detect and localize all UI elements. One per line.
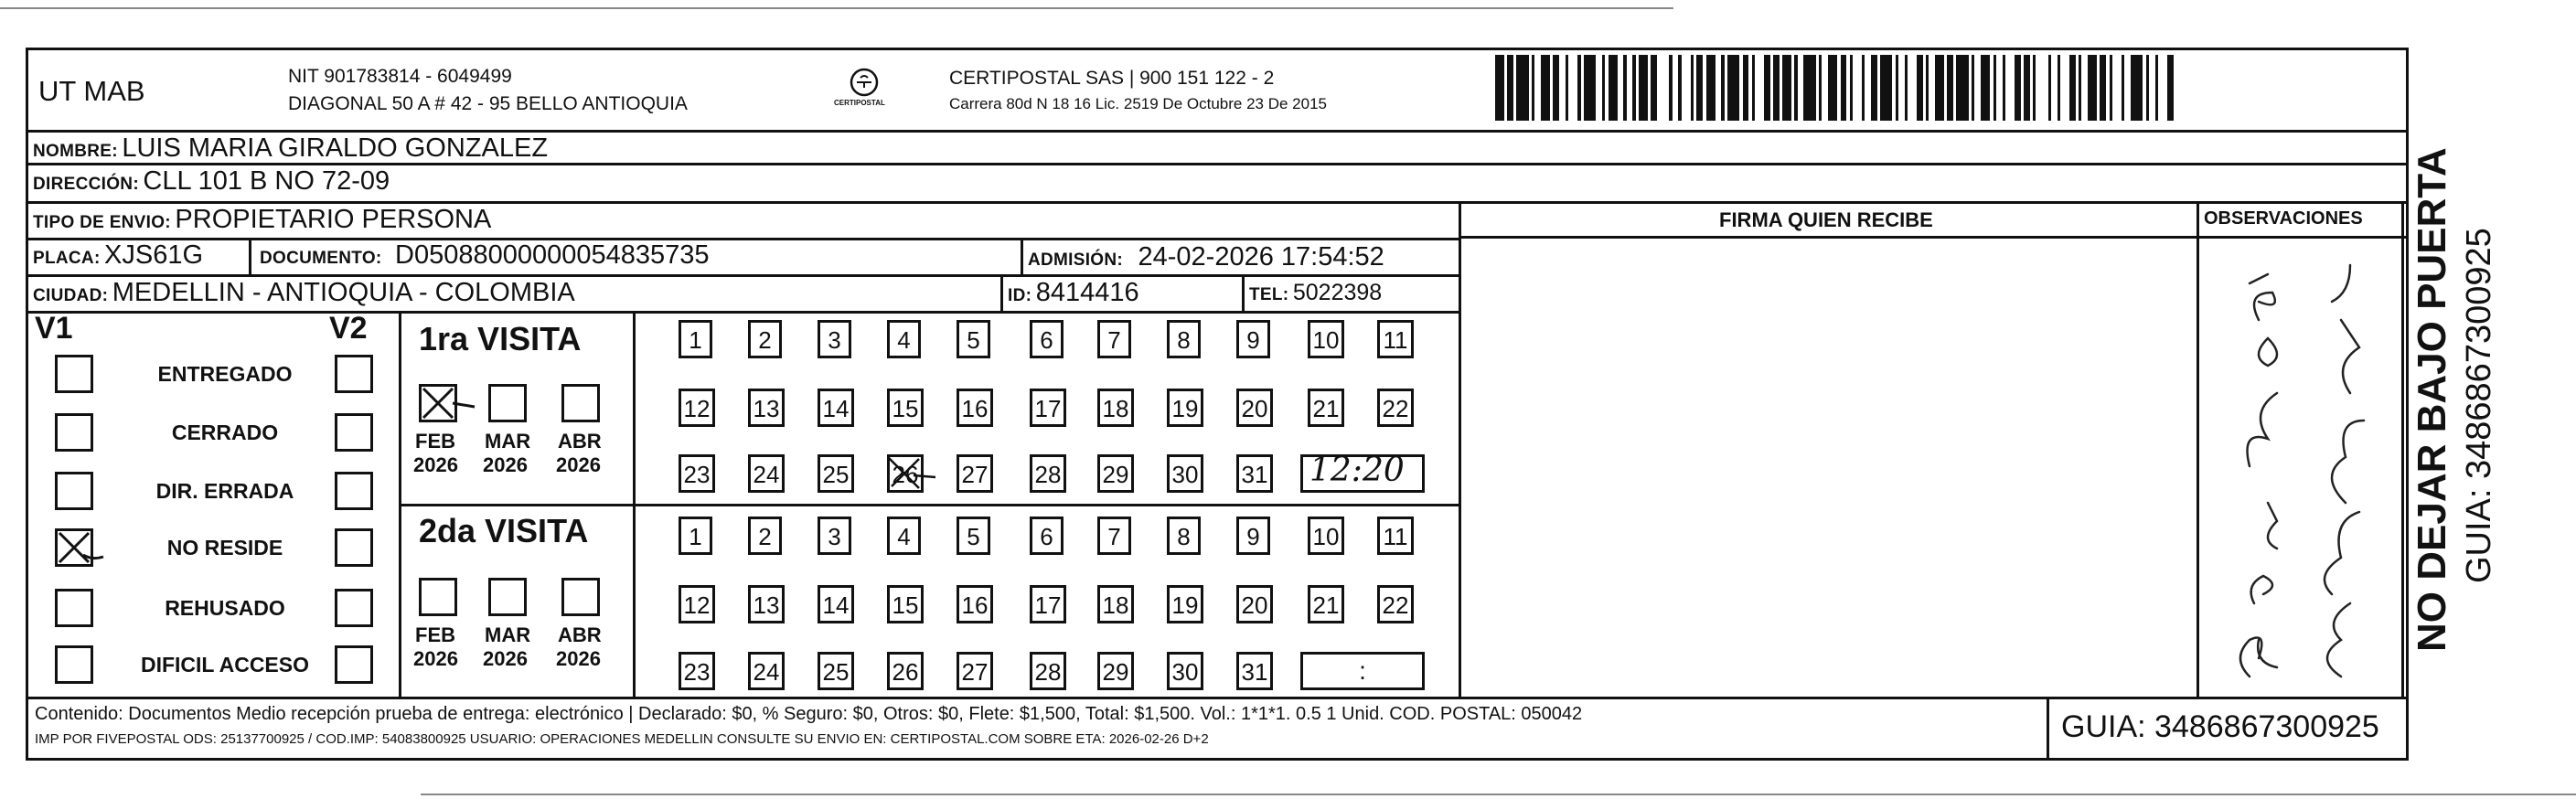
barcode-bar	[1721, 55, 1724, 121]
month-label: ABR	[558, 623, 602, 646]
v1-checkbox-no-reside[interactable]	[55, 528, 93, 567]
second-visit-day-12[interactable]: 12	[679, 585, 715, 623]
barcode-bar	[1850, 55, 1853, 121]
tipo-envio-row	[33, 205, 491, 235]
barcode-bar	[2155, 55, 2158, 121]
second-visit-month-checkbox-mar[interactable]	[488, 578, 527, 616]
id-divider	[1000, 274, 1003, 311]
first-visit-day-26[interactable]: 26	[887, 454, 924, 493]
reason-label: DIR. ERRADA	[155, 479, 294, 503]
barcode-bar	[2167, 55, 2174, 121]
second-visit-day-17[interactable]: 17	[1030, 585, 1066, 623]
barcode-bar	[1880, 55, 1892, 121]
barcode-bar	[1651, 55, 1657, 121]
first-visit-day-19[interactable]: 19	[1167, 389, 1203, 427]
ciudad-row	[33, 278, 575, 308]
barcode-bar	[1609, 55, 1618, 121]
placa-row	[33, 240, 203, 271]
handwritten-observation	[2213, 247, 2387, 686]
reason-label: CERRADO	[171, 421, 279, 444]
v1-checkbox-cerrado[interactable]	[55, 413, 93, 452]
barcode-bar	[2100, 55, 2106, 121]
company-nit: NIT 901783814 - 6049499	[288, 66, 512, 87]
barcode-bar	[1981, 55, 1990, 121]
id-value: 8414416	[1035, 278, 1139, 307]
footer-guia: GUIA: 3486867300925	[2061, 709, 2379, 744]
first-visit-month-checkbox-abr[interactable]	[561, 384, 600, 422]
second-visit-day-6[interactable]: 6	[1030, 517, 1064, 555]
reason-label: NO RESIDE	[166, 536, 283, 559]
certipostal-logo	[834, 66, 892, 112]
year-label: 2026	[413, 453, 458, 476]
barcode-bar	[1752, 55, 1755, 121]
first-visit-title: 1ra VISITA	[419, 320, 582, 357]
second-visit-day-5[interactable]: 5	[957, 517, 990, 555]
barcode-bar	[1553, 55, 1559, 121]
observaciones-header: OBSERVACIONES	[2204, 208, 2363, 229]
year-label: 2026	[413, 647, 458, 670]
barcode-bar	[1803, 55, 1815, 121]
barcode-bar	[2003, 55, 2005, 121]
first-visit-day-17[interactable]: 17	[1030, 389, 1066, 427]
barcode-bar	[1926, 55, 1929, 121]
v1-header: V1	[35, 311, 73, 346]
second-visit-day-16[interactable]: 16	[957, 585, 993, 623]
firma-header-line	[1459, 236, 2409, 239]
barcode-bar	[1819, 55, 1822, 121]
v2-checkbox-entregado[interactable]	[335, 355, 373, 393]
barcode-bar	[1773, 55, 1780, 121]
second-visit-day-3[interactable]: 3	[818, 517, 851, 555]
barcode-bar	[1871, 55, 1877, 121]
barcode-bar	[1495, 55, 1504, 121]
second-visit-day-31[interactable]: 31	[1236, 652, 1273, 690]
first-visit-day-8[interactable]: 8	[1167, 320, 1201, 358]
month-label: MAR	[485, 430, 531, 453]
nombre-value: LUIS MARIA GIRALDO GONZALEZ	[122, 133, 549, 163]
barcode-bar	[1905, 55, 1908, 121]
first-visit-day-20[interactable]: 20	[1236, 389, 1273, 427]
barcode-bar	[1566, 55, 1568, 121]
barcode-bar	[2033, 55, 2036, 121]
barcode-bar	[1828, 55, 1837, 121]
v1-checkbox-entregado[interactable]	[55, 355, 93, 393]
barcode-bar	[1696, 55, 1703, 121]
no-dejar-bajo-puerta: NO DEJAR BAJO PUERTA	[2410, 147, 2454, 652]
firma-header: FIRMA QUIEN RECIBE	[1719, 208, 1933, 231]
documento-label: DOCUMENTO:	[260, 249, 382, 268]
row-line-4	[26, 238, 1461, 240]
barcode	[1495, 55, 2176, 121]
second-visit-day-24[interactable]: 24	[748, 652, 785, 690]
barcode-bar	[2088, 55, 2097, 121]
second-visit-day-15[interactable]: 15	[887, 585, 924, 623]
reason-label: DIFICIL ACCESO	[140, 653, 309, 676]
first-visit-day-13[interactable]: 13	[748, 389, 785, 427]
observaciones-column-right	[2401, 201, 2404, 697]
year-label: 2026	[556, 647, 601, 670]
second-visit-month-checkbox-feb[interactable]	[419, 578, 457, 616]
second-visit-day-14[interactable]: 14	[818, 585, 854, 623]
courier-line1: CERTIPOSTAL SAS | 900 151 122 - 2	[949, 68, 1275, 89]
barcode-bar	[1841, 55, 1847, 121]
nombre-label: NOMBRE:	[33, 142, 118, 161]
first-visit-day-16[interactable]: 16	[957, 389, 993, 427]
barcode-bar	[1782, 55, 1791, 121]
barcode-bar	[1706, 55, 1716, 121]
company-name: UT MAB	[38, 75, 145, 107]
second-visit-day-4[interactable]: 4	[887, 517, 921, 555]
admision-value: 24-02-2026 17:54:52	[1138, 242, 1384, 272]
barcode-bar	[2146, 55, 2149, 121]
footer-line	[26, 697, 2409, 699]
placa-value: XJS61G	[104, 240, 204, 270]
footer-imp: IMP POR FIVEPOSTAL ODS: 25137700925 / COD.IMP: 54083800925 USUARIO: OPERACIONES MEDELLIN CONSULTE SU ENVIO EN: CERTIPOSTAL.COM SOBRE ETA: 2026-02-26 D+2	[35, 731, 1209, 747]
barcode-bar	[2024, 55, 2030, 121]
second-visit-day-1[interactable]: 1	[679, 517, 712, 555]
first-visit-day-21[interactable]: 21	[1308, 389, 1344, 427]
second-visit-day-10[interactable]: 10	[1308, 517, 1344, 555]
barcode-bar	[1947, 55, 1953, 121]
tel-label: TEL:	[1249, 285, 1289, 304]
barcode-bar	[1532, 55, 1534, 121]
barcode-bar	[1623, 55, 1626, 121]
barcode-bar	[2015, 55, 2021, 121]
row-line-6	[26, 311, 1461, 314]
scan-edge-top	[0, 7, 1673, 9]
placa-divider	[249, 238, 251, 274]
documento-value: D05088000000054835735	[395, 240, 710, 270]
month-label: FEB	[415, 430, 455, 453]
second-visit-day-13[interactable]: 13	[748, 585, 785, 623]
second-visit-day-23[interactable]: 23	[679, 652, 715, 690]
barcode-bar	[1632, 55, 1635, 121]
row-line-2	[26, 163, 2409, 165]
row-line-3	[26, 201, 2409, 204]
first-visit-day-24[interactable]: 24	[748, 454, 785, 493]
v2-checkbox-cerrado[interactable]	[335, 413, 373, 452]
first-visit-day-4[interactable]: 4	[887, 320, 921, 358]
year-label: 2026	[483, 453, 528, 476]
first-visit-day-22[interactable]: 22	[1377, 389, 1414, 427]
direccion-label: DIRECCIÓN:	[33, 175, 139, 194]
first-visit-day-31[interactable]: 31	[1236, 454, 1273, 493]
first-visit-day-30[interactable]: 30	[1167, 454, 1203, 493]
nombre-row	[33, 133, 548, 164]
side-guia: GUIA: 3486867300925	[2460, 228, 2498, 583]
barcode-bar	[1862, 55, 1865, 121]
barcode-bar	[1743, 55, 1749, 121]
second-visit-day-9[interactable]: 9	[1236, 517, 1270, 555]
second-visit-day-25[interactable]: 25	[818, 652, 854, 690]
observaciones-column-left	[2197, 201, 2199, 697]
barcode-bar	[1794, 55, 1797, 121]
first-visit-day-2[interactable]: 2	[748, 320, 782, 358]
logo-text: CERTIPOSTAL	[834, 99, 885, 107]
second-visit-day-21[interactable]: 21	[1308, 585, 1344, 623]
v2-header: V2	[329, 311, 368, 346]
first-visit-time-handwritten: 12:20	[1309, 452, 1405, 489]
barcode-bar	[1507, 55, 1513, 121]
company-address: DIAGONAL 50 A # 42 - 95 BELLO ANTIOQUIA	[288, 93, 688, 114]
barcode-bar	[1764, 55, 1770, 121]
first-visit-day-14[interactable]: 14	[818, 389, 854, 427]
second-visit-day-22[interactable]: 22	[1377, 585, 1414, 623]
row-line-5	[26, 274, 1461, 277]
second-visit-day-2[interactable]: 2	[748, 517, 782, 555]
barcode-bar	[1678, 55, 1681, 121]
barcode-bar	[2048, 55, 2051, 121]
v2-checkbox-dificil-acceso[interactable]	[335, 645, 373, 684]
barcode-bar	[2122, 55, 2124, 121]
barcode-bar	[1972, 55, 1974, 121]
second-visit-day-11[interactable]: 11	[1377, 517, 1414, 555]
second-visit-day-18[interactable]: 18	[1097, 585, 1134, 623]
barcode-bar	[2069, 55, 2076, 121]
footer-contenido: Contenido: Documentos Medio recepción prueba de entrega: electrónico | Declarado: $0, % Seguro: $0, Otros: $0, Flete: $1,500, Total: $1,500. Vol.: 1*1*1. 0.5 1 Unid. COD. POSTAL: 050042	[35, 704, 1583, 724]
admision-label: ADMISIÓN:	[1028, 250, 1124, 270]
year-label: 2026	[483, 647, 528, 670]
barcode-bar	[1516, 55, 1528, 121]
barcode-bar	[1639, 55, 1648, 121]
first-visit-day-5[interactable]: 5	[957, 320, 990, 358]
reason-label: ENTREGADO	[157, 362, 293, 386]
month-label: MAR	[485, 623, 531, 646]
v1-checkbox-rehusado[interactable]	[55, 589, 93, 627]
first-visit-day-15[interactable]: 15	[887, 389, 924, 427]
tel-row	[1249, 280, 1382, 306]
tipo-envio-label: TIPO DE ENVIO:	[33, 213, 171, 232]
barcode-bar	[1896, 55, 1898, 121]
first-visit-day-10[interactable]: 10	[1308, 320, 1344, 358]
first-visit-day-7[interactable]: 7	[1097, 320, 1131, 358]
firma-column-left	[1459, 201, 1461, 697]
barcode-bar	[1727, 55, 1739, 121]
documento-row	[260, 240, 710, 271]
first-visit-day-3[interactable]: 3	[818, 320, 851, 358]
second-visit-day-8[interactable]: 8	[1167, 517, 1201, 555]
first-visit-day-9[interactable]: 9	[1236, 320, 1270, 358]
year-label: 2026	[556, 453, 601, 476]
second-visit-day-26[interactable]: 26	[887, 652, 924, 690]
second-visit-day-27[interactable]: 27	[957, 652, 993, 690]
second-visit-day-19[interactable]: 19	[1167, 585, 1203, 623]
second-visit-time-placeholder: :	[1359, 656, 1366, 685]
barcode-bar	[2079, 55, 2081, 121]
reason-label: REHUSADO	[165, 596, 285, 620]
second-visit-month-checkbox-abr[interactable]	[561, 578, 600, 616]
second-visit-title: 2da VISITA	[419, 512, 589, 549]
second-visit-day-28[interactable]: 28	[1030, 652, 1066, 690]
v2-checkbox-rehusado[interactable]	[335, 589, 373, 627]
v1-checkbox-dir-errada[interactable]	[55, 472, 93, 510]
barcode-bar	[1541, 55, 1550, 121]
first-visit-month-checkbox-mar[interactable]	[488, 384, 527, 422]
first-visit-day-25[interactable]: 25	[818, 454, 854, 493]
barcode-bar	[2131, 55, 2143, 121]
first-visit-day-23[interactable]: 23	[679, 454, 715, 493]
second-visit-day-29[interactable]: 29	[1097, 652, 1134, 690]
first-visit-day-29[interactable]: 29	[1097, 454, 1134, 493]
v2-checkbox-dir-errada[interactable]	[335, 472, 373, 510]
barcode-bar	[1935, 55, 1944, 121]
barcode-bar	[1917, 55, 1923, 121]
first-visit-month-checkbox-feb[interactable]	[419, 384, 457, 422]
first-visit-day-18[interactable]: 18	[1097, 389, 1134, 427]
id-label: ID:	[1008, 286, 1032, 305]
scan-edge-bottom	[421, 794, 2576, 795]
first-visit-day-12[interactable]: 12	[679, 389, 715, 427]
visit-separator	[399, 504, 1461, 506]
admision-divider	[1021, 238, 1023, 274]
barcode-bar	[1691, 55, 1694, 121]
direccion-row	[33, 166, 390, 197]
admision-row	[1028, 242, 1384, 272]
v2-checkbox-no-reside[interactable]	[335, 528, 373, 567]
barcode-bar	[2110, 55, 2112, 121]
first-visit-day-11[interactable]: 11	[1377, 320, 1414, 358]
month-label: ABR	[558, 430, 602, 453]
barcode-bar	[1993, 55, 1996, 121]
first-visit-day-1[interactable]: 1	[679, 320, 712, 358]
barcode-bar	[2058, 55, 2060, 121]
first-visit-day-27[interactable]: 27	[957, 454, 993, 493]
ciudad-label: CIUDAD:	[33, 286, 109, 305]
placa-label: PLACA:	[33, 249, 101, 268]
second-visit-day-30[interactable]: 30	[1167, 652, 1203, 690]
tipo-envio-value: PROPIETARIO PERSONA	[175, 205, 492, 234]
footer-guia-divider	[2047, 697, 2049, 761]
barcode-bar	[1584, 55, 1596, 121]
v1-checkbox-dificil-acceso[interactable]	[55, 645, 93, 684]
barcode-bar	[1602, 55, 1605, 121]
month-label: FEB	[415, 623, 455, 646]
second-visit-day-20[interactable]: 20	[1236, 585, 1273, 623]
first-visit-day-28[interactable]: 28	[1030, 454, 1066, 493]
id-row	[1008, 278, 1139, 308]
row-line-1	[26, 130, 2409, 133]
courier-line2: Carrera 80d N 18 16 Lic. 2519 De Octubre 23 De 2015	[949, 95, 1327, 112]
barcode-bar	[1577, 55, 1580, 121]
barcode-bar	[1956, 55, 1968, 121]
tel-divider	[1242, 274, 1245, 311]
ciudad-value: MEDELLIN - ANTIOQUIA - COLOMBIA	[112, 278, 575, 307]
direccion-value: CLL 101 B NO 72-09	[143, 166, 390, 196]
second-visit-day-7[interactable]: 7	[1097, 517, 1131, 555]
first-visit-day-6[interactable]: 6	[1030, 320, 1064, 358]
second-visit-time-box[interactable]	[1300, 652, 1425, 690]
tel-value: 5022398	[1292, 280, 1383, 305]
barcode-bar	[1669, 55, 1672, 121]
